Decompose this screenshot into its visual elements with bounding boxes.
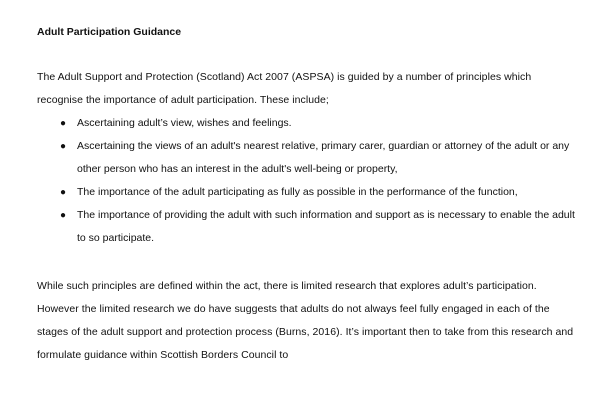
bullet-icon: ● [59,187,67,198]
bullet-icon: ● [59,210,67,221]
list-item-text: The importance of providing the adult with such information and support as is necessary to enable the adult to so participate. [77,209,575,244]
intro-paragraph: The Adult Support and Protection (Scotland) Act 2007 (ASPSA) is guided by a number of principles which recognise the importance of adult participation. These include; [37,71,532,106]
closing-paragraph: While such principles are defined within the act, there is limited research that explores adult’s participation. However the limited research we do have suggests that adults do not always feel fully engaged in each of the stages of the adult support and protection process (Burns, 2016). It’s important then to take from this research and formulate guidance within Scottish Borders Council to [37,280,574,361]
principles-list [37,112,577,250]
list-item-text: Ascertaining the views of an adult's nearest relative, primary carer, guardian or attorney of the adult or any other person who has an interest in the adult's well-being or property, [77,140,570,175]
document-heading: Adult Participation Guidance [37,26,182,38]
bullet-icon: ● [59,118,67,129]
document-page [37,25,577,367]
list-item-text: The importance of the adult participating as fully as possible in the performance of the function, [77,186,518,198]
list-item [37,135,577,181]
list-item [37,204,577,250]
bullet-icon: ● [59,141,67,152]
list-item [37,112,577,135]
list-item-text: Ascertaining adult’s view, wishes and feelings. [77,117,292,129]
list-item [37,181,577,204]
